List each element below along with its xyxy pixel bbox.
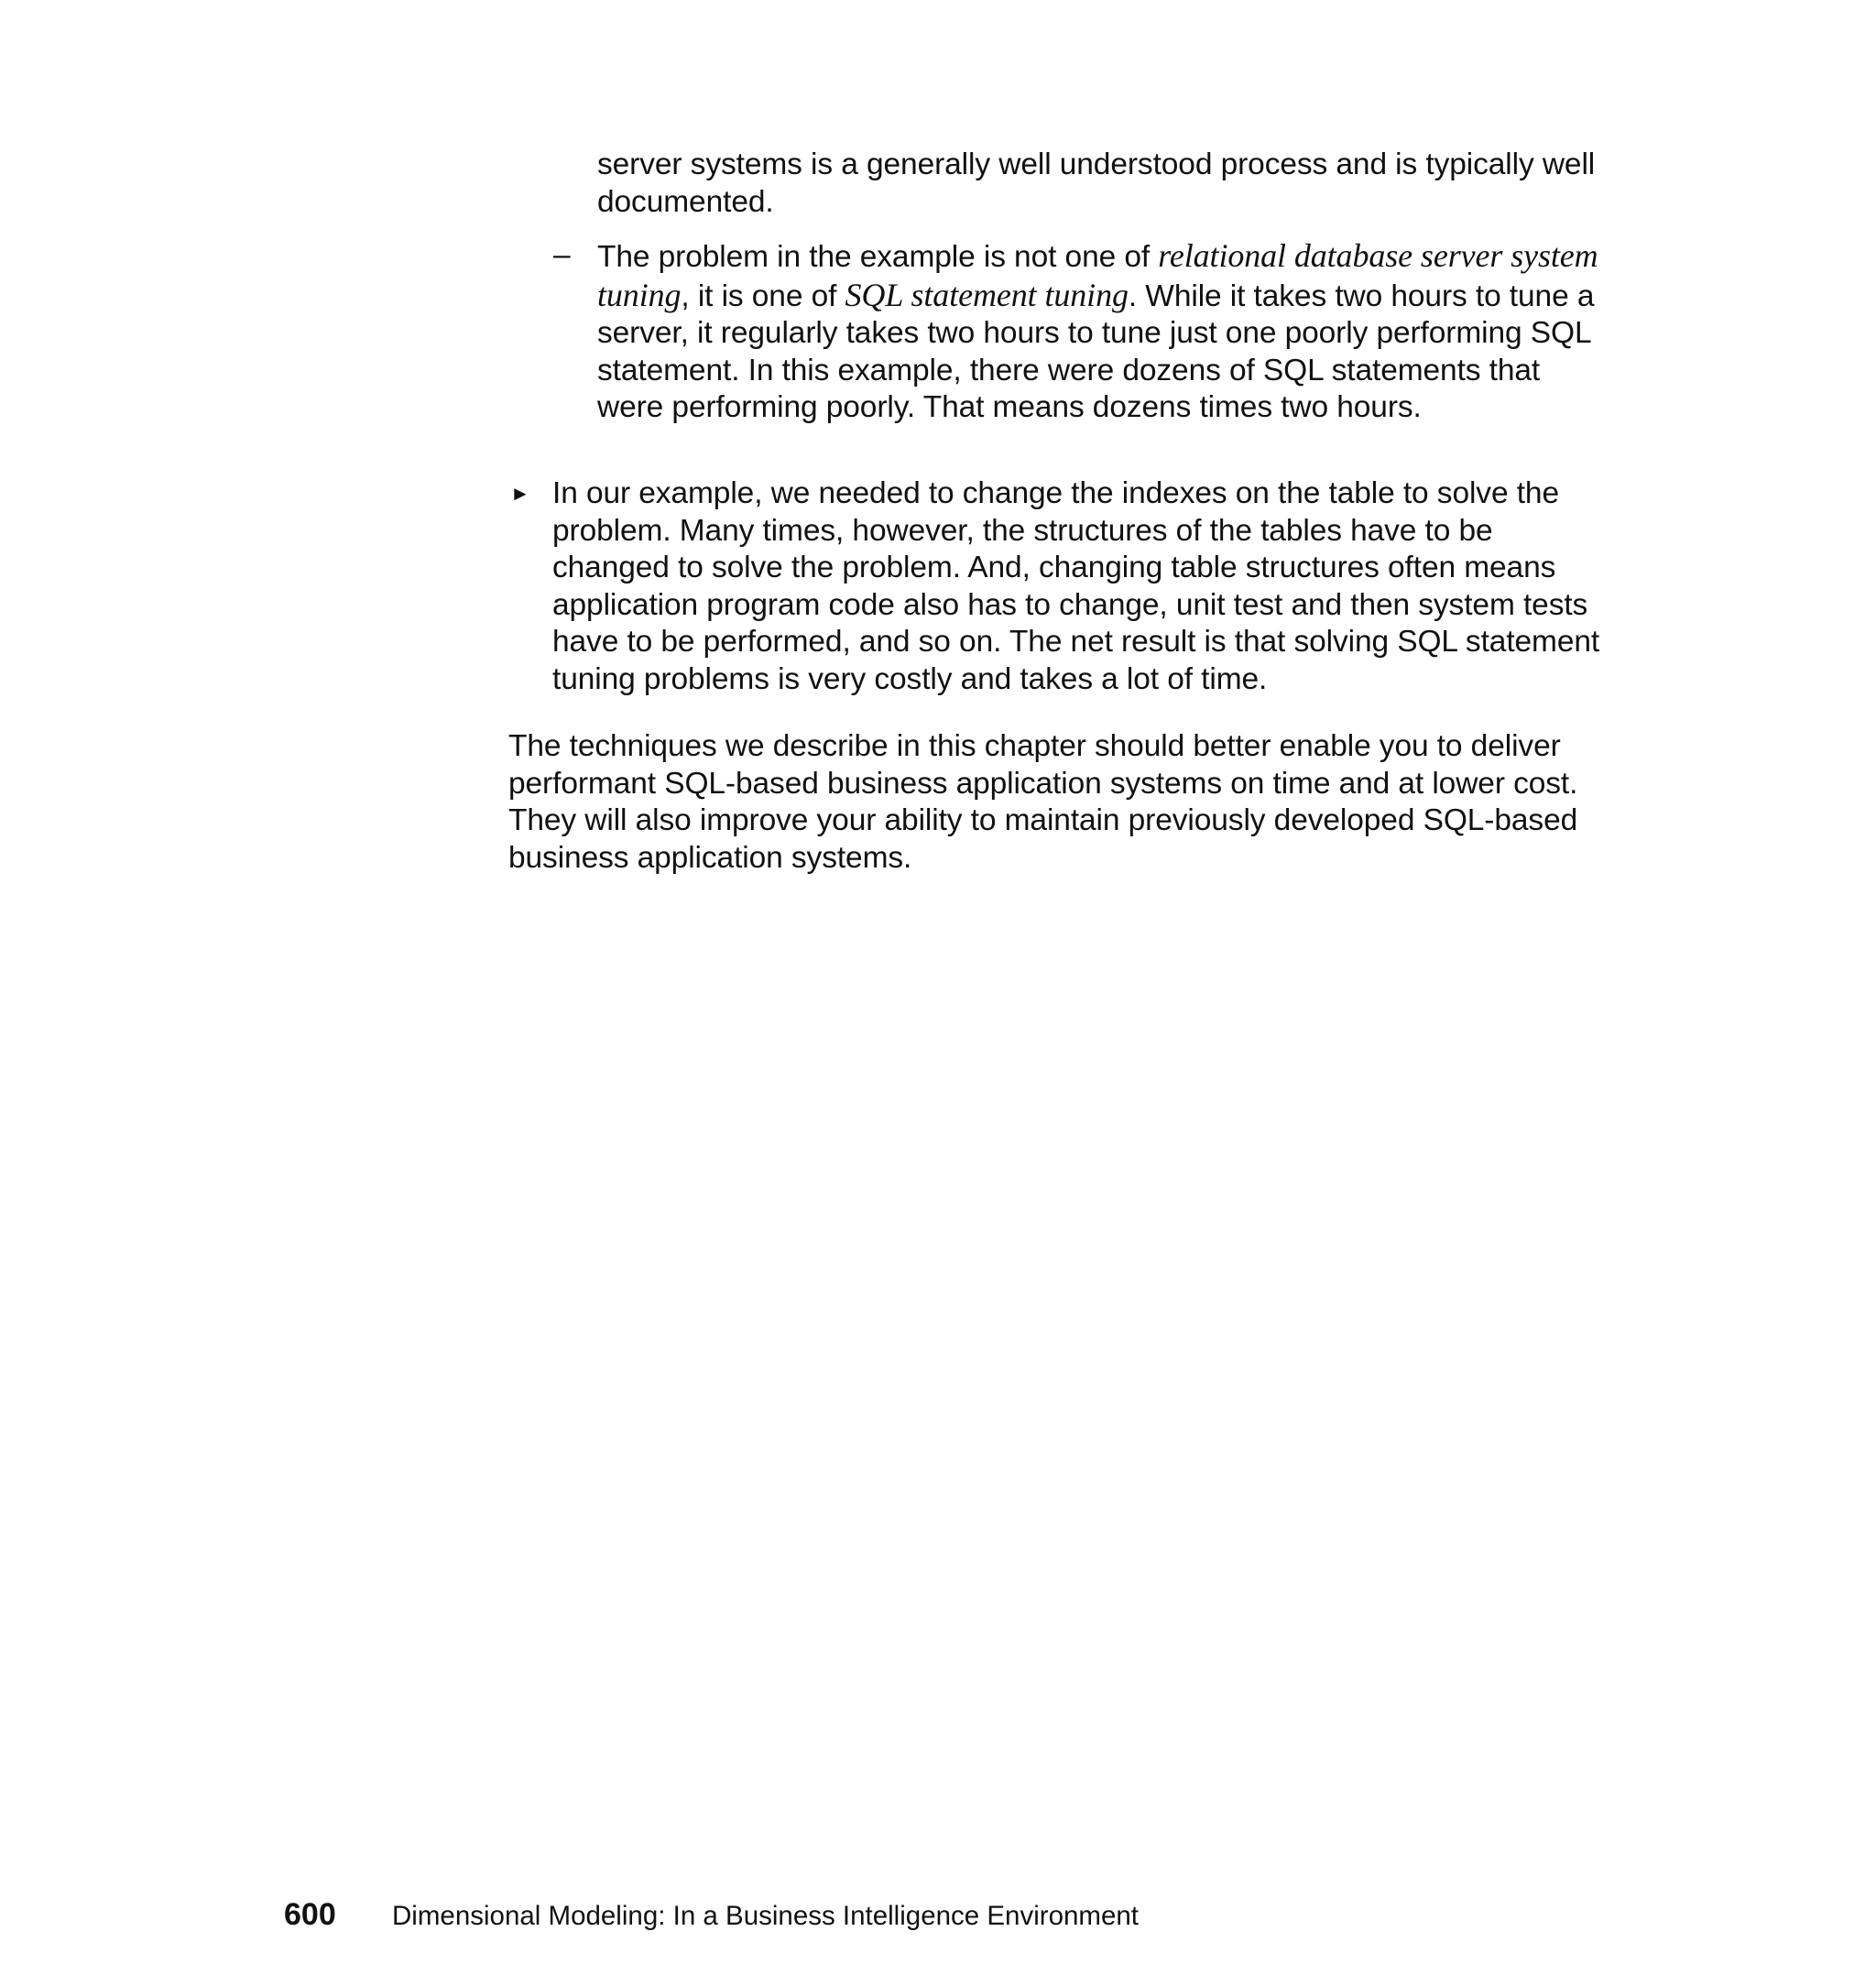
closing-paragraph: The techniques we describe in this chapter should better enable you to deliver performant SQL-based business application systems on time and at lower cost. They will also improve your ability to maintain previously developed SQL-based business application systems.: [508, 729, 1578, 875]
page-number: 600: [284, 1897, 336, 1932]
dash-item-text-2: , it is one of: [681, 278, 845, 313]
dash-list-item: [553, 237, 1614, 427]
continued-paragraph: server systems is a generally well understood process and is typically well documented.: [597, 147, 1596, 219]
bullet-list-item: [510, 475, 1615, 698]
dash-item-text-3: . While it takes two hours to tune a server, it regularly takes two hours to tune just one poorly performing SQL statement. In this example, there were dozens of SQL statements that were performing poorly. That means dozens times two hours.: [597, 278, 1595, 424]
footer-book-title: Dimensional Modeling: In a Business Intelligence Environment: [392, 1901, 1139, 1931]
triangle-bullet-icon: ►: [510, 482, 530, 505]
dash-item-text-1: The problem in the example is not one of: [597, 240, 1159, 274]
page-footer: [284, 1897, 1139, 1934]
bullet-item-text: In our example, we needed to change the indexes on the table to solve the problem. Many times, however, the structures of the tables have to be changed to solve the problem. And, changing table structures often means application program code also has to change, unit test and then system tests have to be performed, and so on. The net result is that solving SQL statement tuning problems is very costly and takes a lot of time.: [552, 476, 1600, 696]
emphasis-sql-statement-tuning: SQL statement tuning: [845, 276, 1129, 313]
emphasis-relational-database-server-system-tuning: relational database server system tuning: [597, 237, 1598, 313]
dash-marker: –: [553, 238, 571, 272]
